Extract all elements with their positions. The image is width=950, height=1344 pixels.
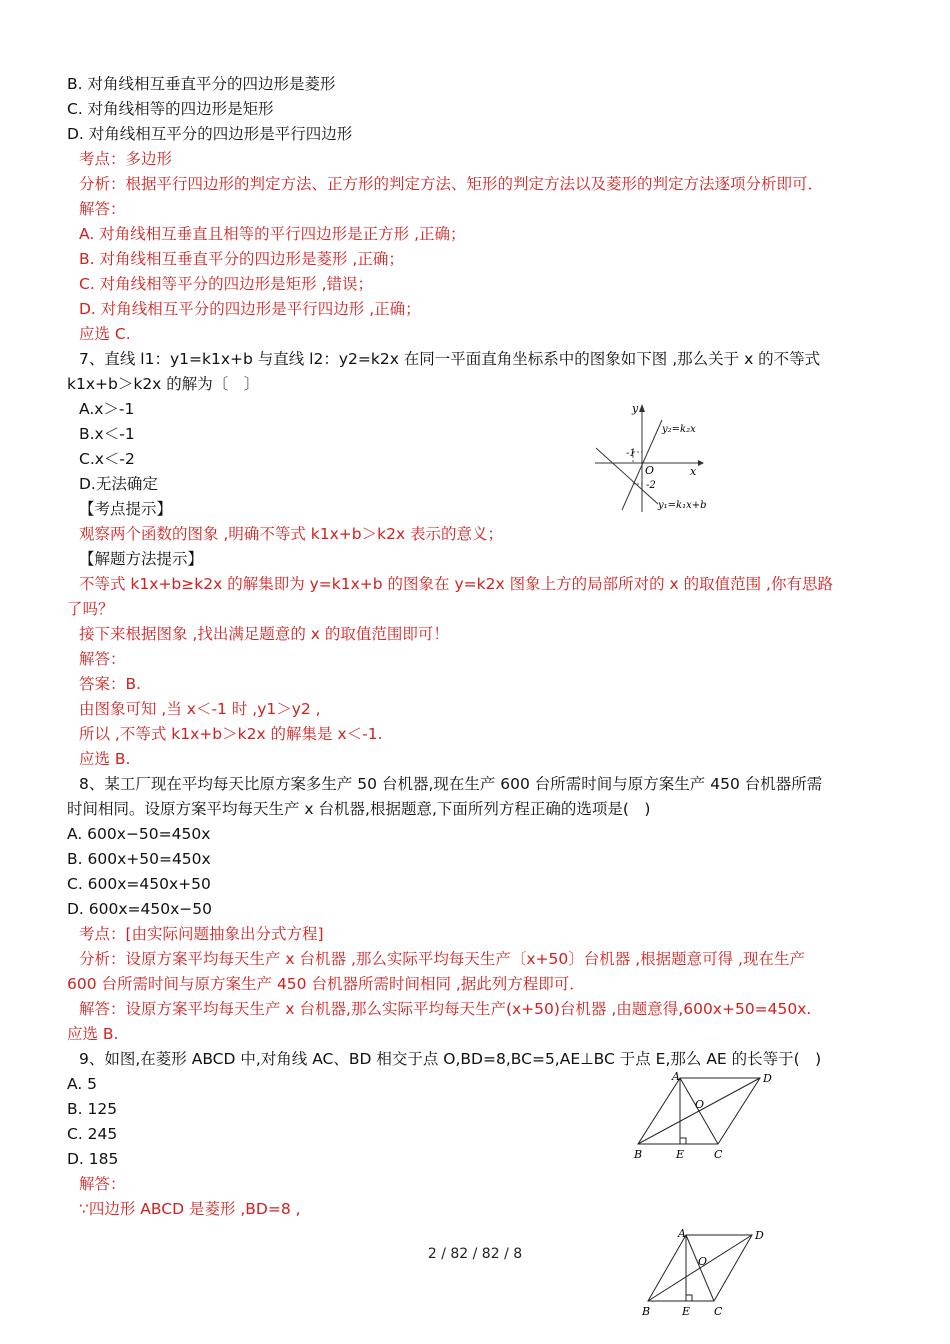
svg-text:C: C — [714, 1148, 723, 1161]
text-line: 7、直线 l1：y1=k1x+b 与直线 l2：y2=k2x 在同一平面直角坐标系中的图象如下图 ,那么关于 x 的不等式 — [79, 350, 821, 368]
svg-text:E: E — [676, 1148, 685, 1161]
text-line: D.无法确定 — [79, 475, 158, 493]
text-line: 不等式 k1x+b≥k2x 的解集即为 y=k1x+b 的图象在 y=k2x 图象上方的局部所对的 x 的取值范围 ,你有思路 — [79, 575, 833, 593]
text-line: 考点：多边形 — [79, 150, 173, 168]
text-line: 分析：根据平行四边形的判定方法、正方形的判定方法、矩形的判定方法以及菱形的判定方法逐项分析即可． — [79, 175, 824, 193]
text-line: 应选 C. — [79, 325, 131, 343]
x-axis-label: x — [690, 465, 697, 478]
y-axis-arrow — [639, 404, 645, 412]
text-line: B. 对角线相互垂直平分的四边形是菱形 — [67, 75, 336, 93]
text-line: 答案：B. — [79, 675, 142, 693]
text-line: ∵四边形 ABCD 是菱形 ,BD=8 , — [79, 1200, 301, 1218]
text-line: 由图象可知 ,当 x＜-1 时 ,y1＞y2 , — [79, 700, 321, 718]
text-line: D. 对角线相互平分的四边形是平行四边形 ,正确； — [79, 300, 421, 318]
text-line: C. 对角线相等的四边形是矩形 — [67, 100, 274, 118]
rhombus-figure-2 — [638, 1225, 788, 1325]
text-line: 应选 B. — [79, 750, 131, 768]
text-line: 8、某工厂现在平均每天比原方案多生产 50 台机器,现在生产 600 台所需时间与原方案生产 450 台机器所需 — [79, 775, 823, 793]
svg-text:O: O — [698, 1255, 708, 1268]
rhombus-figure-1 — [630, 1068, 780, 1168]
text-line: C. 600x=450x+50 — [67, 875, 211, 893]
text-line: D. 185 — [67, 1150, 119, 1168]
text-line: 所以 ,不等式 k1x+b＞k2x 的解集是 x＜-1. — [79, 725, 383, 743]
text-line: 解答： — [79, 200, 126, 218]
q7-function-graph — [590, 400, 720, 520]
svg-text:D: D — [763, 1072, 772, 1085]
text-line: 时间相同。设原方案平均每天生产 x 台机器,根据题意,下面所列方程正确的选项是( ) — [67, 800, 651, 818]
text-line: A. 600x−50=450x — [67, 825, 211, 843]
text-line: C. 对角线相等平分的四边形是矩形 ,错误； — [79, 275, 374, 293]
text-line: 考点：[由实际问题抽象出分式方程] — [79, 925, 324, 943]
svg-text:O: O — [695, 1098, 705, 1111]
text-line: 了吗？ — [67, 600, 114, 618]
svg-text:D: D — [755, 1229, 764, 1242]
text-line: 解答： — [79, 1175, 126, 1193]
tick-neg1: -1 — [626, 448, 636, 459]
text-line: 【考点提示】 — [79, 500, 173, 518]
page-footer: 2 / 82 / 82 / 8 — [427, 1246, 523, 1262]
text-line: A. 对角线相互垂直且相等的平行四边形是正方形 ,正确； — [79, 225, 466, 243]
origin-label: O — [645, 464, 655, 477]
text-line: B. 对角线相互垂直平分的四边形是菱形 ,正确； — [79, 250, 404, 268]
text-line: 接下来根据图象 ,找出满足题意的 x 的取值范围即可！ — [79, 625, 449, 643]
text-line: C. 245 — [67, 1125, 118, 1143]
text-line: B. 125 — [67, 1100, 118, 1118]
text-line: 9、如图,在菱形 ABCD 中,对角线 AC、BD 相交于点 O,BD=8,BC=5,AE⊥BC 于点 E,那么 AE 的长等于( ) — [79, 1050, 822, 1068]
text-line: C.x＜-2 — [79, 450, 135, 468]
y-axis-label: y — [632, 402, 639, 415]
tick-neg2: -2 — [646, 480, 656, 491]
label-l2: y₂=k₂x — [662, 424, 696, 435]
text-line: k1x+b＞k2x 的解为〔 〕 — [67, 375, 260, 393]
svg-text:E: E — [682, 1305, 691, 1318]
label-l1: y₁=k₁x+b — [658, 500, 707, 511]
text-line: 解答： — [79, 650, 126, 668]
text-line: A.x＞-1 — [79, 400, 135, 418]
text-line: D. 600x=450x−50 — [67, 900, 213, 918]
text-line: B. 600x+50=450x — [67, 850, 211, 868]
text-line: D. 对角线相互平分的四边形是平行四边形 — [67, 125, 353, 143]
text-line: 观察两个函数的图象 ,明确不等式 k1x+b＞k2x 表示的意义； — [79, 525, 504, 543]
text-line: 应选 B. — [67, 1025, 119, 1043]
svg-text:A: A — [672, 1070, 680, 1083]
text-line: A. 5 — [67, 1075, 98, 1093]
text-line: 600 台所需时间与原方案生产 450 台机器所需时间相同 ,据此列方程即可． — [67, 975, 585, 993]
text-line: B.x＜-1 — [79, 425, 135, 443]
text-line: 【解题方法提示】 — [79, 550, 204, 568]
text-line: 分析：设原方案平均每天生产 x 台机器 ,那么实际平均每天生产〔x+50〕台机器 ,根据题意可得 ,现在生产 — [79, 950, 805, 968]
svg-text:B: B — [634, 1148, 643, 1161]
svg-text:C: C — [714, 1305, 723, 1318]
svg-text:B: B — [642, 1305, 651, 1318]
x-axis-arrow — [698, 460, 704, 466]
svg-text:A: A — [678, 1227, 686, 1240]
text-line: 解答：设原方案平均每天生产 x 台机器,那么实际平均每天生产(x+50)台机器 ,由题意得,600x+50=450x. — [79, 1000, 812, 1018]
